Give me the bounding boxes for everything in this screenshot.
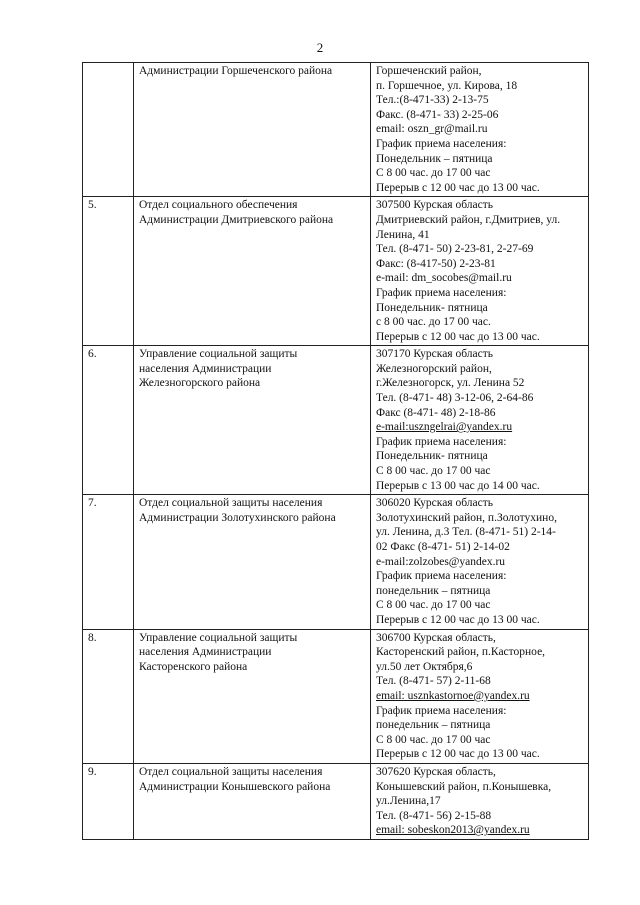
contact-line: 307620 Курская область, [376,765,496,778]
contact-line: Понедельник- пятница [376,301,488,314]
contact-line: п. Горшечное, ул. Кирова, 18 [376,79,518,92]
contact-line: Перерыв с 12 00 час до 13 00 час. [376,181,540,194]
contact-line: e-mail:zolzobes@yandex.ru [376,555,506,568]
department-name-line: Администрации Дмитриевского района [139,213,334,226]
table-row [83,346,589,495]
contact-line: График приема населения: [376,704,507,717]
contact-line: Тел. (8-471- 56) 2-15-88 [376,809,492,822]
contact-line: Тел. (8-471- 48) 3-12-06, 2-64-86 [376,392,534,405]
contact-line: с 8 00 час. до 17 00 час. [376,316,491,329]
department-name [134,346,371,495]
table-body [83,63,589,840]
department-name [134,197,371,346]
department-name-line: Отдел социальной защиты населения [139,497,323,510]
department-name-line: Управление социальной защиты [139,631,298,644]
contact-line: e-mail: dm_socobes@mail.ru [376,272,512,285]
page-number: 2 [316,40,324,55]
department-name [134,495,371,629]
email-link[interactable]: e-mail:uszngelrai@yandex.ru [376,421,513,434]
contact-line: График приема населения: [376,286,507,299]
department-name-line: Управление социальной защиты [139,348,298,361]
contact-line: Понедельник- пятница [376,450,488,463]
department-name-line: Касторенского района [139,660,248,673]
contact-line: С 8 00 час. до 17 00 час [376,167,491,180]
department-contacts [371,629,589,763]
contact-line: ул.50 лет Октября,6 [376,660,473,673]
contact-line: Золотухинский район, п.Золотухино, [376,511,557,524]
contact-line: Перерыв с 12 00 час до 13 00 час. [376,748,540,761]
row-number: 7. [83,495,134,629]
department-contacts [371,346,589,495]
contact-line: Перерыв с 12 00 час до 13 00 час. [376,330,540,343]
contact-line: email: oszn_gr@mail.ru [376,123,488,136]
department-name-line: Отдел социального обеспечения [139,199,298,212]
contact-line: г.Железногорск, ул. Ленина 52 [376,377,525,390]
contact-line: ул. Ленина, д.3 Тел. (8-471- 51) 2-14- [376,526,556,539]
department-name-line: Железногорского района [139,377,261,390]
department-name [134,63,371,197]
department-name-line: Отдел социальной защиты населения [139,765,323,778]
contact-line: Дмитриевский район, г.Дмитриев, ул. [376,213,561,226]
contact-line: Перерыв с 12 00 час до 13 00 час. [376,613,540,626]
contact-line: ул.Ленина,17 [376,795,441,808]
table-row [83,763,589,839]
department-name-line: населения Администрации [139,646,272,659]
contact-line: 307500 Курская область [376,199,493,212]
department-name-line: Администрации Золотухинского района [139,511,336,524]
contact-line: Горшеченский район, [376,65,482,77]
contact-line: Ленина, 41 [376,228,430,241]
email-link[interactable]: email: sobeskon2013@yandex.ru [376,824,530,837]
contact-line: График приема населения: [376,435,507,448]
table-row [83,495,589,629]
row-number: 5. [83,197,134,346]
table-row [83,629,589,763]
table-row [83,63,589,197]
contact-line: 02 Факс (8-471- 51) 2-14-02 [376,541,510,553]
contact-line: С 8 00 час. до 17 00 час [376,733,491,746]
department-name-line: Администрации Горшеченского района [139,65,333,77]
contact-line: понедельник – пятница [376,719,491,732]
row-number: 8. [83,629,134,763]
contact-line: С 8 00 час. до 17 00 час [376,599,491,612]
row-number [83,63,134,197]
contact-line: 306700 Курская область, [376,631,496,644]
department-name [134,763,371,839]
contact-line: Железногорский район, [376,362,492,375]
contact-line: Тел. (8-471- 57) 2-11-68 [376,675,491,688]
email-link[interactable]: email: usznkastornoe@yandex.ru [376,689,530,702]
contact-line: 307170 Курская область [376,348,493,361]
contact-line: С 8 00 час. до 17 00 час [376,465,491,478]
table-row [83,197,589,346]
contact-line: Касторенский район, п.Касторное, [376,646,546,659]
contact-line: Факс: (8-417-50) 2-23-81 [376,257,496,270]
contact-line: Понедельник – пятница [376,152,493,165]
department-contacts [371,197,589,346]
contact-line: Тел.:(8-471-33) 2-13-75 [376,94,489,107]
contact-line: График приема населения: [376,137,507,150]
departments-table [82,62,589,840]
department-name-line: населения Администрации [139,362,272,375]
department-name-line: Администрации Конышевского района [139,780,331,793]
contact-line: понедельник – пятница [376,584,491,597]
department-contacts [371,763,589,839]
row-number: 9. [83,763,134,839]
contact-line: График приема населения: [376,570,507,583]
contact-line: Перерыв с 13 00 час до 14 00 час. [376,479,540,492]
contact-line: 306020 Курская область [376,497,493,510]
contact-line: Конышевский район, п.Конышевка, [376,780,552,793]
contact-line: Факс (8-471- 48) 2-18-86 [376,406,496,419]
department-contacts [371,63,589,197]
department-name [134,629,371,763]
contact-line: Тел. (8-471- 50) 2-23-81, 2-27-69 [376,243,534,256]
contact-line: Факс. (8-471- 33) 2-25-06 [376,108,499,121]
row-number: 6. [83,346,134,495]
department-contacts [371,495,589,629]
